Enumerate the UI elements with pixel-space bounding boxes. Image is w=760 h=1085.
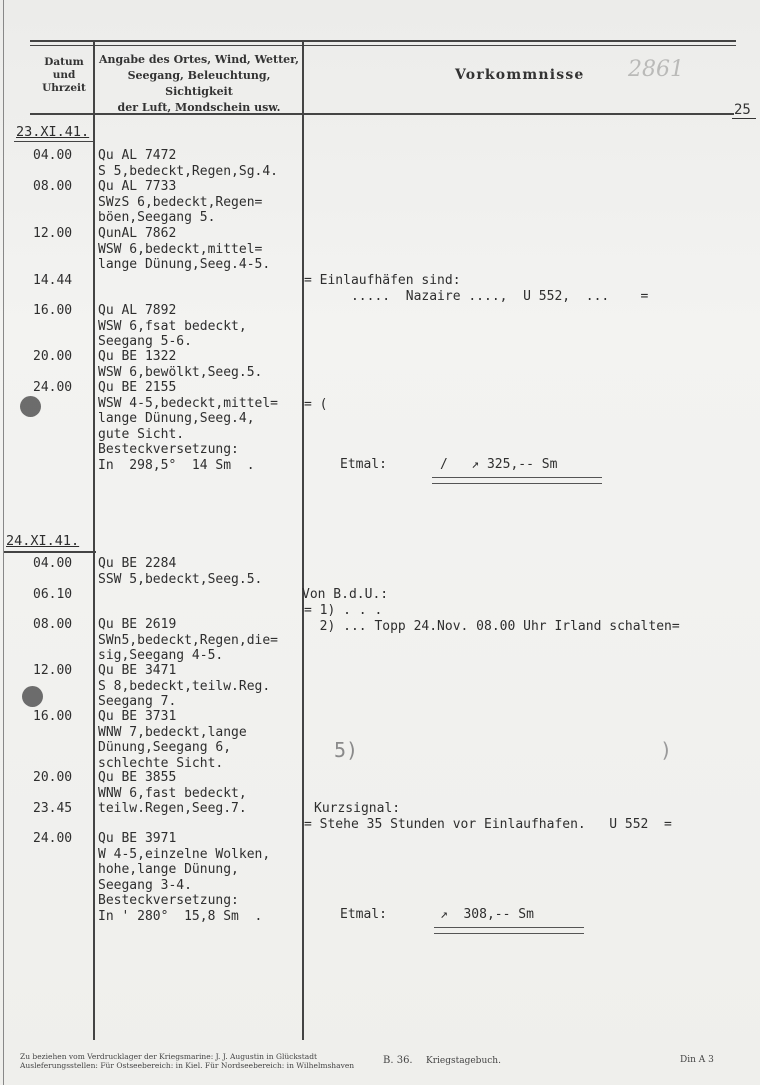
time-entry: 20.00 [33,349,73,364]
day1-date-rule [14,141,94,142]
page-left-edge [3,0,4,1085]
time-entry: 14.44 [33,273,73,288]
footer-din: Din A 3 [680,1055,714,1065]
pencil-mark: ) [660,738,673,762]
etmal-value: / ↗ 325,-- Sm [440,457,558,472]
footer-form-number: B. 36. [383,1055,413,1066]
time-entry: 23.45 [33,801,73,816]
middle-column-rule [302,42,304,1040]
etmal-label: Etmal: [340,457,387,472]
place-entry: Qu BE 2155 WSW 4-5,bedeckt,mittel= lange Dünung,Seeg.4, gute Sicht. Besteckversetzung: In 298,5° 14 Sm . [98,380,279,473]
event-line: = Einlaufhäfen sind: [304,273,461,288]
day2-date-rule [4,551,96,553]
etmal-double-rule [432,477,602,484]
place-entry: Qu BE 3731 WNW 7,bedeckt,lange Dünung,Seegang 6, schlechte Sicht. [98,709,247,771]
pencil-mark: 5) [334,738,359,762]
time-entry: 24.00 [33,831,73,846]
header-place-weather: Angabe des Ortes, Wind, Wetter, Seegang, Beleuchtung, Sichtigkeit der Luft, Mondschein usw. [98,53,300,114]
event-line: 2) ... Topp 24.Nov. 08.00 Uhr Irland schalten= [304,619,680,634]
event-line: Kurzsignal: [314,801,401,816]
place-entry: Qu BE 1322 WSW 6,bewölkt,Seeg.5. [98,349,263,380]
place-entry: Qu BE 3471 S 8,bedeckt,teilw.Reg. Seegang 7. [98,663,271,709]
event-line: = Stehe 35 Stunden vor Einlaufhafen. U 552 = [304,817,672,832]
top-rule [30,40,736,42]
time-entry: 04.00 [33,148,73,163]
time-entry: 12.00 [33,663,73,678]
time-entry: 24.00 [33,380,73,395]
time-entry: 04.00 [33,556,73,571]
header-events: Vorkommnisse [455,67,585,83]
event-bracket: = ( [304,397,328,412]
event-line: = 1) . . . [304,603,383,618]
footer-supplier: Zu beziehen vom Verdrucklager der Kriegsmarine: J. J. Augustin in Glückstadt Ausleferungsstellen: Für Ostseebereich: in Kiel. Für Nordseebereich: in Wilhelmshaven [20,1052,355,1070]
page-number-underline [732,118,756,119]
place-entry: Qu AL 7472 S 5,bedeckt,Regen,Sg.4. [98,148,279,179]
place-entry: Qu BE 3971 W 4-5,einzelne Wolken, hohe,lange Dünung, Seegang 3-4. Besteckversetzung: In ' 280° 15,8 Sm . [98,831,271,924]
time-entry: 16.00 [33,709,73,724]
event-line: Von B.d.U.: [302,587,389,602]
place-entry: Qu BE 2619 SWn5,bedeckt,Regen,die= sig,Seegang 4-5. [98,617,279,663]
time-entry: 16.00 [33,303,73,318]
day1-date: 23.XI.41. [16,124,90,140]
time-entry: 12.00 [33,226,73,241]
time-entry: 20.00 [33,770,73,785]
left-column-rule [93,42,95,1040]
etmal-value: ↗ 308,-- Sm [440,907,534,922]
time-entry: 08.00 [33,617,73,632]
event-line: ..... Nazaire ...., U 552, ... = [304,289,649,304]
place-entry: QunAL 7862 WSW 6,bedeckt,mittel= lange Dünung,Seeg.4-5. [98,226,271,272]
archive-stamp: 2861 [628,57,684,82]
header-date-time: Datum und Uhrzeit [42,56,86,94]
page-number: 25 [734,102,751,118]
time-entry: 08.00 [33,179,73,194]
etmal-double-rule [434,927,584,934]
day2-date: 24.XI.41. [6,533,80,549]
etmal-label: Etmal: [340,907,387,922]
time-entry: 06.10 [33,587,73,602]
place-entry: Qu BE 3855 WNW 6,fast bedeckt, teilw.Regen,Seeg.7. [98,770,247,816]
top-rule-thin [30,45,736,46]
place-entry: Qu AL 7733 SWzS 6,bedeckt,Regen= böen,Seegang 5. [98,179,263,225]
place-entry: Qu BE 2284 SSW 5,bedeckt,Seeg.5. [98,556,263,587]
place-entry: Qu AL 7892 WSW 6,fsat bedeckt, Seegang 5-6. [98,303,247,349]
punch-hole [20,396,41,417]
punch-hole [22,686,43,707]
footer-title: Kriegstagebuch. [426,1056,501,1066]
